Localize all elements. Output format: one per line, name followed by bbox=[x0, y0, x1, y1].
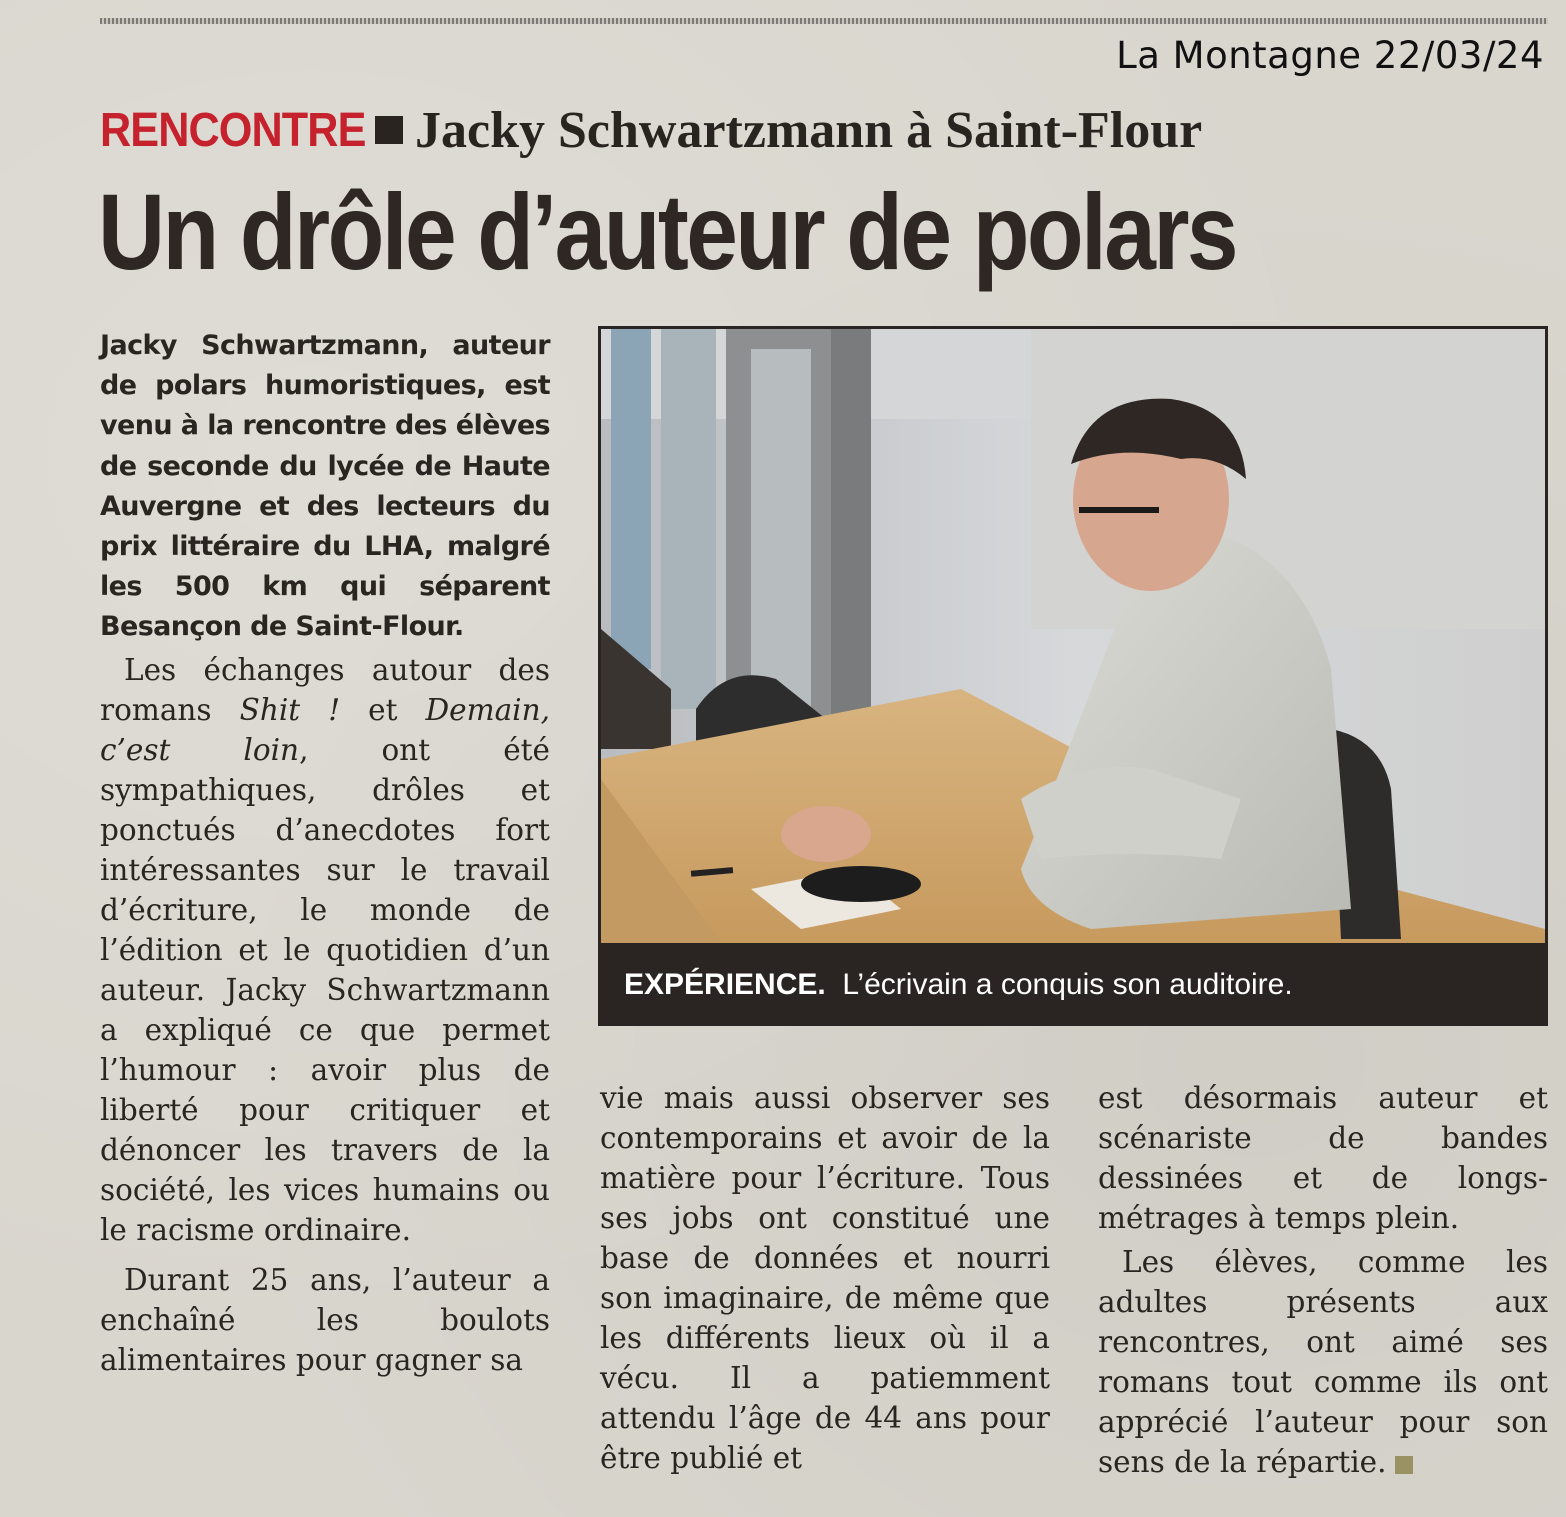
kicker bbox=[100, 100, 1202, 160]
body-text: Les échanges autour des romans bbox=[100, 652, 550, 727]
body-text: , ont été sympathiques, drôles et ponctués d’anecdotes fort intéressantes sur le travail d’écriture, le monde de l’édition et le quotidien d’un auteur. Jacky Schwartzmann a expliqué ce que permet l’humour : avoir plus de liberté pour critiquer et dénoncer les travers de la société, les vices humains ou le racisme ordinaire. bbox=[100, 732, 550, 1247]
kicker-subject: Jacky Schwartzmann à Saint-Flour bbox=[415, 101, 1203, 159]
end-of-article-icon bbox=[1395, 1456, 1413, 1474]
caption-label: EXPÉRIENCE. bbox=[624, 968, 826, 1001]
body-paragraph-5 bbox=[1098, 1242, 1548, 1482]
body-paragraph-4: est désormais auteur et scénariste de bandes dessinées et de longs-métrages à temps plein. bbox=[1098, 1081, 1548, 1235]
body-text: et bbox=[340, 692, 426, 727]
book-title-shit: Shit ! bbox=[239, 692, 341, 727]
caption-text bbox=[624, 968, 1293, 1002]
kicker-section: RENCONTRE bbox=[100, 103, 366, 157]
photo-frame bbox=[598, 326, 1548, 1026]
column-3 bbox=[1098, 1078, 1548, 1482]
headline: Un drôle d’auteur de polars bbox=[98, 171, 1236, 292]
book-title-demain: Demain, c’est loin bbox=[100, 692, 550, 767]
source-label: La Montagne 22/03/24 bbox=[1116, 34, 1544, 77]
body-paragraph-1 bbox=[100, 650, 550, 1250]
kicker-square-icon bbox=[375, 116, 403, 144]
caption-body: L’écrivain a conquis son auditoire. bbox=[842, 968, 1293, 1001]
lead-paragraph: Jacky Schwartzmann, auteur de polars humoristiques, est venu à la rencontre des élèves de seconde du lycée de Haute Auvergne et des lecteurs du prix littéraire du LHA, malgré les 500 km qui séparent Besançon de Saint-Flour. bbox=[100, 330, 550, 643]
body-paragraph-3: vie mais aussi observer ses contemporains et avoir de la matière pour l’écriture. Tous ses jobs ont constitué une base de données et nourri son imaginaire, de même que les différents lieux où il a vécu. Il a patiemment attendu l’âge de 44 ans pour être publié et bbox=[600, 1081, 1050, 1475]
body-text: Les élèves, comme les adultes présents aux rencontres, ont aimé ses romans tout comme ils ont apprécié l’auteur pour son sens de la répartie. bbox=[1098, 1245, 1548, 1479]
body-paragraph-2: Durant 25 ans, l’auteur a enchaîné les boulots alimentaires pour gagner sa bbox=[100, 1262, 550, 1377]
top-rule bbox=[100, 18, 1548, 24]
column-2 bbox=[600, 1078, 1050, 1478]
author-photo bbox=[601, 329, 1545, 943]
photo-caption bbox=[598, 944, 1548, 1026]
column-1 bbox=[100, 326, 550, 1380]
